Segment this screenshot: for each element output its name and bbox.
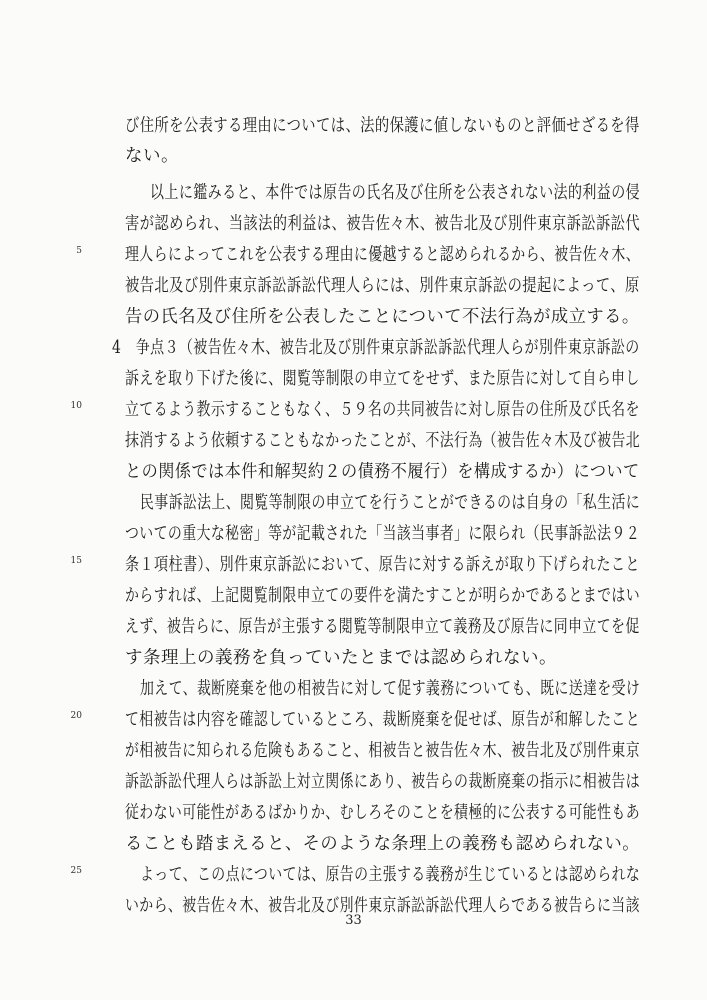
- text-line: 条１項柱書）、別件東京訴訟において、原告に対する訴えが取り下げられたこと: [125, 555, 640, 575]
- line-number: 5: [76, 246, 82, 256]
- line-number: 25: [70, 866, 82, 876]
- line-number: 10: [70, 401, 82, 411]
- text-line: て相被告は内容を確認しているところ、裁断廃棄を促せば、原告が和解したこと: [125, 710, 641, 730]
- text-line: えず、被告らに、原告が主張する閲覧等制限申立て義務及び原告に同申立てを促: [125, 617, 640, 637]
- text-line: び住所を公表する理由については、法的保護に値しないものと評価せざるを得: [125, 116, 640, 136]
- text-line: 理人らによってこれを公表する理由に優越すると認められるから、被告佐々木、: [125, 245, 641, 265]
- text-line: 被告北及び別件東京訴訟訴訟代理人らには、別件東京訴訟の提起によって、原: [125, 276, 640, 296]
- page-number: 33: [345, 913, 362, 928]
- text-line: よって、この点については、原告の主張する義務が生じているとは認められな: [140, 865, 641, 885]
- text-line: 4 争点３（被告佐々木、被告北及び別件東京訴訟訴訟代理人らが別件東京訴訟の: [112, 338, 640, 358]
- text-line: 立てるよう教示することもなく、５９名の共同被告に対し原告の住所及び氏名を: [125, 400, 640, 420]
- text-line: ついての重大な秘密」等が記載された「当該当事者」に限られ（民事訴訟法９２: [125, 524, 641, 544]
- text-line: 以上に鑑みると、本件では原告の氏名及び住所を公表されない法的利益の侵: [150, 183, 641, 203]
- text-line: 抹消するよう依頼することもなかったことが、不法行為（被告佐々木及び被告北: [125, 431, 641, 451]
- text-line: ることも踏まえると、そのような条理上の義務も認められない。: [125, 834, 641, 854]
- text-line: が相被告に知られる危険もあること、相被告と被告佐々木、被告北及び別件東京: [125, 741, 641, 761]
- text-line: 従わない可能性があるばかりか、むしろそのことを積極的に公表する可能性もあ: [125, 803, 641, 823]
- text-line: 害が認められ、当該法的利益は、被告佐々木、被告北及び別件東京訴訟訴訟代: [125, 214, 641, 234]
- text-line: からすれば、上記閲覧制限申立ての要件を満たすことが明らかであるとまではい: [125, 586, 641, 606]
- text-line: 加えて、裁断廃棄を他の相被告に対して促す義務についても、既に送達を受け: [140, 679, 641, 699]
- text-line: との関係では本件和解契約２の債務不履行）を構成するか）について: [125, 462, 640, 482]
- line-number: 20: [70, 711, 82, 721]
- text-line: 民事訴訟法上、閲覧等制限の申立てを行うことができるのは自身の「私生活に: [140, 493, 641, 513]
- text-line: 訴えを取り下げた後に、閲覧等制限の申立てをせず、また原告に対して自ら申し: [125, 369, 640, 389]
- line-number: 15: [70, 556, 82, 566]
- text-line: 告の氏名及び住所を公表したことについて不法行為が成立する。: [125, 307, 640, 327]
- text-line: す条理上の義務を負っていたとまでは認められない。: [125, 648, 557, 668]
- text-line: いから、被告佐々木、被告北及び別件東京訴訟訴訟代理人らである被告らに当該: [125, 896, 640, 916]
- text-line: 訴訟訴訟代理人らは訴訟上対立関係にあり、被告らの裁断廃棄の指示に相被告は: [125, 772, 641, 792]
- text-line: ない。: [125, 146, 179, 166]
